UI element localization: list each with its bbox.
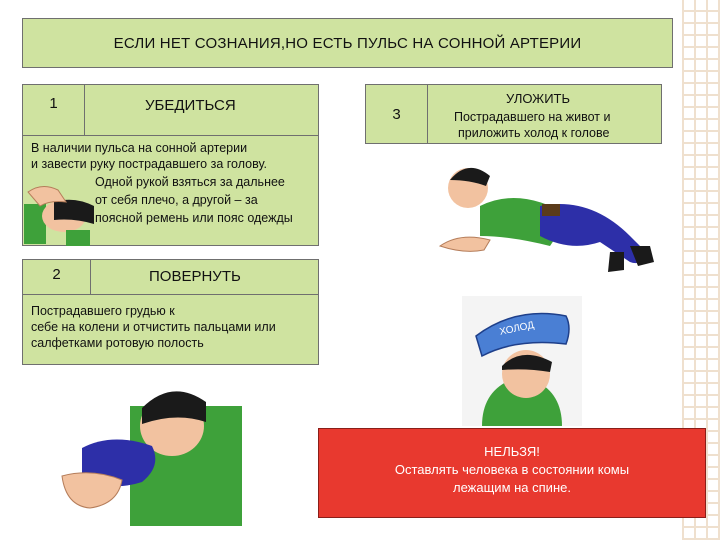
step3-heading: УЛОЖИТЬ — [506, 91, 571, 106]
step3-text-line2: приложить холод к голове — [458, 126, 610, 140]
step2-text-line3: салфетками ротовую полость — [31, 336, 204, 350]
warning-line1: Оставлять человека в состоянии комы — [394, 462, 630, 477]
cold-pack-illustration — [462, 296, 582, 426]
step1-text-line3: Одной рукой взяться за дальнее — [95, 175, 285, 189]
step3-number: 3 — [366, 85, 428, 143]
person-pulse-illustration — [24, 174, 94, 246]
page-title-text: ЕСЛИ НЕТ СОЗНАНИЯ,НО ЕСТЬ ПУЛЬС НА СОННОЙ АРТЕРИИ — [113, 34, 582, 52]
step2-header — [22, 259, 319, 295]
warning-heading: НЕЛЬЗЯ! — [484, 444, 540, 459]
step1-text-line5: поясной ремень или пояс одежды — [95, 211, 293, 225]
step1-text-line2: и завести руку пострадавшего за голову. — [31, 157, 267, 171]
warning-box — [318, 428, 706, 518]
step1-header — [22, 84, 319, 136]
step1-text-line4: от себя плечо, а другой – за — [95, 193, 258, 207]
step1-text-line1: В наличии пульса на сонной артерии — [31, 141, 248, 155]
step2-text-line2: себе на колени и отчистить пальцами или — [31, 320, 276, 334]
warning-line2: лежащим на спине. — [453, 480, 571, 495]
step2-heading: ПОВЕРНУТЬ — [149, 268, 241, 285]
step2-number: 2 — [23, 260, 91, 294]
person-mouth-clean-illustration — [22, 378, 242, 526]
ice-label: ХОЛОД — [498, 319, 536, 338]
step2-text-line1: Пострадавшего грудью к — [31, 304, 175, 318]
step3-header — [365, 84, 662, 144]
person-lying-illustration — [430, 156, 670, 276]
step1-number: 1 — [23, 85, 85, 135]
step2-body — [22, 295, 319, 365]
step3-text-line1: Пострадавшего на живот и — [454, 110, 611, 124]
page-title — [22, 18, 673, 68]
step1-heading: УБЕДИТЬСЯ — [145, 97, 236, 114]
